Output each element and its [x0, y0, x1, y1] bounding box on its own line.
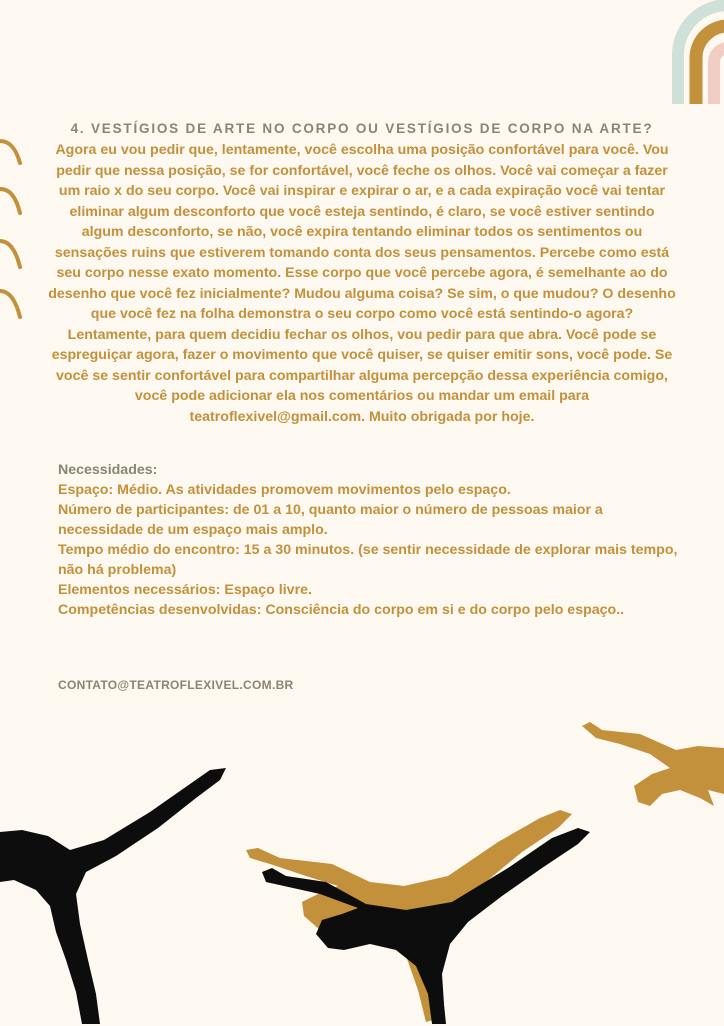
section-body: Agora eu vou pedir que, lentamente, você escolha uma posição confortável para você. Vou pedir que nessa posição, se for confortável, você feche os olhos. Você vai começar a fazer um raio x do seu corpo. Você vai inspirar e expirar o ar, e a cada expiração você vai tentar eliminar algum desconforto que você esteja sentindo, é claro, se você estiver sentindo algum desconforto, se não, você expira tentando eliminar todos os sentimentos ou sensações ruins que estiverem tomando conta dos seus pensamentos. Percebe como está seu corpo nesse exato momento. Esse corpo que você percebe agora, é semelhante ao do desenho que você fez inicialmente? Mudou alguma coisa? Se sim, o que mudou? O desenho que você fez na folha demonstra o seu corpo como você está sentindo-o agora? Lentamente, para quem decidiu fechar os olhos, vou pedir para que abra. Você pode se espreguiçar agora, fazer o movimento que você quiser, se quiser emitir sons, você pode. Se você se sentir confortável para compartilhar alguma percepção dessa experiência comigo, você pode adicionar ela nos comentários ou mandar um email para teatroflexivel@gmail.com. Muito obrigada por hoje.: [48, 142, 676, 425]
rainbow-decoration: [668, 0, 724, 104]
dancer-silhouette-gold-right: [580, 720, 724, 816]
needs-elements: Elementos necessários: Espaço livre.: [58, 582, 312, 598]
needs-list: [58, 460, 678, 620]
dancer-silhouette-black-center: [256, 824, 596, 1024]
needs-participants: Número de participantes: de 01 a 10, quanto maior o número de pessoas maior a necessidade de um espaço mais amplo.: [58, 502, 603, 538]
needs-space: Espaço: Médio. As atividades promovem movimentos pelo espaço.: [58, 482, 511, 498]
swirl-decoration: [0, 135, 26, 325]
section-title: 4. VESTÍGIOS DE ARTE NO CORPO OU VESTÍGIOS DE CORPO NA ARTE?: [70, 121, 654, 136]
needs-competences: Competências desenvolvidas: Consciência do corpo em si e do corpo pelo espaço..: [58, 602, 625, 618]
needs-duration: Tempo médio do encontro: 15 a 30 minutos. (se sentir necessidade de explorar mais tempo, não há problema): [58, 542, 678, 578]
contact-email: CONTATO@TEATROFLEXIVEL.COM.BR: [58, 678, 294, 692]
dancer-silhouette-black-left: [0, 764, 230, 1024]
needs-heading: Necessidades:: [58, 462, 158, 478]
